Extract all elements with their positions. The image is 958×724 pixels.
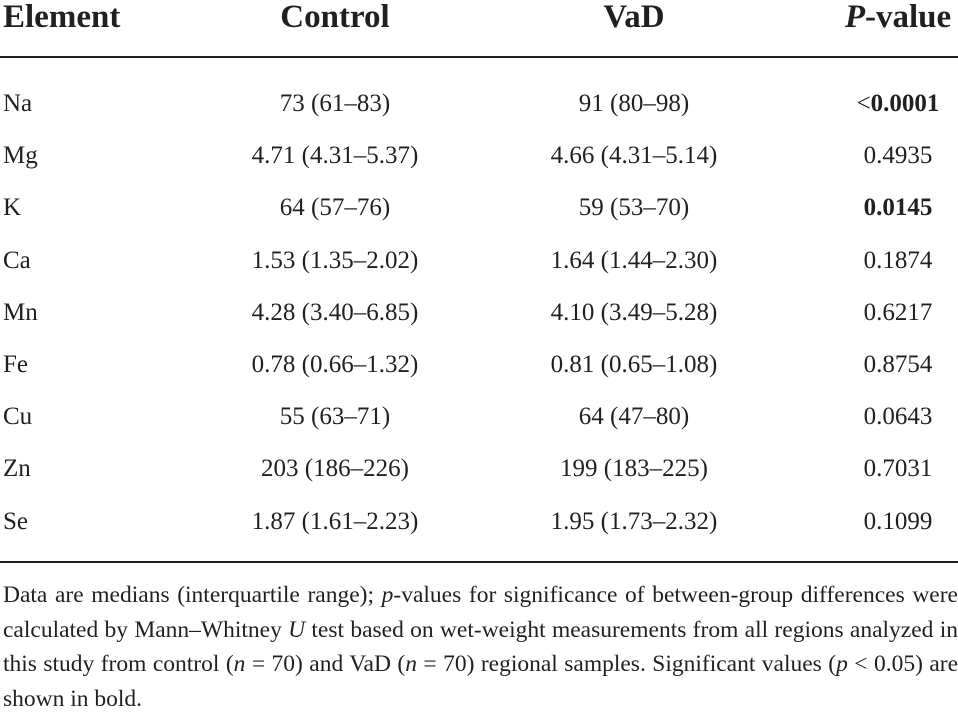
cell-p-prefix: < [856, 90, 871, 117]
footnote-part1: Data are medians (interquartile range); [3, 582, 382, 608]
header-vad: VaD [603, 0, 665, 35]
footnote-p-italic-2: p [836, 651, 848, 677]
footnote-part3: test based on wet-weight measurements from all regions analyzed in this study from control ( [3, 616, 958, 677]
cell-vad: 199 (183–225) [560, 455, 708, 483]
cell-p-value [864, 443, 933, 495]
footnote-n-italic-2: n [405, 651, 417, 677]
cell-p-value [864, 391, 933, 443]
cell-element: Zn [3, 455, 31, 483]
footnote-p-italic-1: p [381, 582, 394, 608]
table-row [0, 339, 958, 391]
cell-p-number: 0.8754 [863, 351, 933, 378]
cell-control: 1.53 (1.35–2.02) [251, 246, 419, 274]
header-p-value [845, 0, 951, 36]
cell-control: 0.78 (0.66–1.32) [251, 351, 419, 378]
header-rule [0, 56, 958, 58]
cell-vad: 91 (80–98) [578, 90, 690, 117]
cell-p-value [864, 182, 933, 234]
cell-control: 4.28 (3.40–6.85) [251, 298, 419, 326]
footnote-part6: < 0.05) are shown in bold. [3, 651, 958, 712]
footnote-part5: = 70) regional samples. Significant values ( [416, 651, 837, 677]
table-row [0, 496, 958, 548]
cell-control: 4.71 (4.31–5.37) [251, 142, 419, 170]
table-header-row [0, 0, 958, 44]
cell-p-number: 0.0643 [863, 403, 933, 431]
cell-vad: 1.95 (1.73–2.32) [550, 507, 718, 535]
cell-control: 55 (63–71) [279, 403, 391, 431]
cell-p-number: 0.1099 [863, 507, 933, 535]
cell-p-number: 0.7031 [863, 455, 933, 483]
cell-control: 203 (186–226) [261, 455, 409, 483]
cell-vad: 4.66 (4.31–5.14) [550, 142, 718, 170]
footnote-n-italic-1: n [233, 651, 246, 677]
header-control: Control [280, 0, 390, 35]
cell-p-number-significant: 0.0145 [863, 194, 933, 222]
cell-control: 73 (61–83) [279, 90, 391, 117]
cell-p-number: 0.6217 [863, 298, 933, 326]
footnote-part2: -values for significance of between-group differences were calculated by Mann–Whitney [3, 582, 958, 643]
cell-element: Se [3, 507, 28, 535]
cell-element: Cu [3, 403, 33, 431]
table-bottom-rule [0, 561, 958, 563]
cell-vad: 0.81 (0.65–1.08) [550, 351, 718, 378]
cell-p-value [857, 78, 940, 130]
cell-p-number: 0.1874 [863, 246, 933, 274]
table-row [0, 182, 958, 234]
cell-p-value [864, 130, 933, 182]
cell-element: Ca [3, 246, 31, 274]
table-row [0, 235, 958, 287]
header-p-rest: -value [865, 0, 952, 35]
header-p-italic: P [844, 0, 865, 35]
cell-control: 64 (57–76) [279, 194, 391, 222]
table-row [0, 443, 958, 495]
table-row [0, 130, 958, 182]
cell-vad: 59 (53–70) [578, 194, 690, 222]
footnote-part4: = 70) and VaD ( [245, 651, 406, 677]
cell-p-number: 0.4935 [863, 142, 933, 170]
cell-element: Mn [3, 298, 38, 326]
cell-vad: 4.10 (3.49–5.28) [550, 298, 718, 326]
cell-p-value [864, 287, 933, 339]
table-row [0, 78, 958, 130]
cell-element: Mg [3, 142, 38, 170]
cell-element: K [3, 194, 22, 222]
table-row [0, 391, 958, 443]
cell-control: 1.87 (1.61–2.23) [251, 507, 419, 535]
table-row [0, 287, 958, 339]
cell-p-number-significant: 0.0001 [870, 90, 940, 117]
cell-vad: 64 (47–80) [578, 403, 690, 431]
cell-p-value [864, 235, 933, 287]
cell-p-value [864, 496, 933, 548]
footnote-u-italic: U [288, 616, 306, 643]
cell-vad: 1.64 (1.44–2.30) [550, 246, 718, 274]
cell-p-value [864, 339, 933, 391]
table-footnote [3, 578, 958, 716]
cell-element: Fe [3, 351, 28, 378]
cell-element: Na [3, 90, 33, 117]
header-element: Element [3, 0, 121, 35]
